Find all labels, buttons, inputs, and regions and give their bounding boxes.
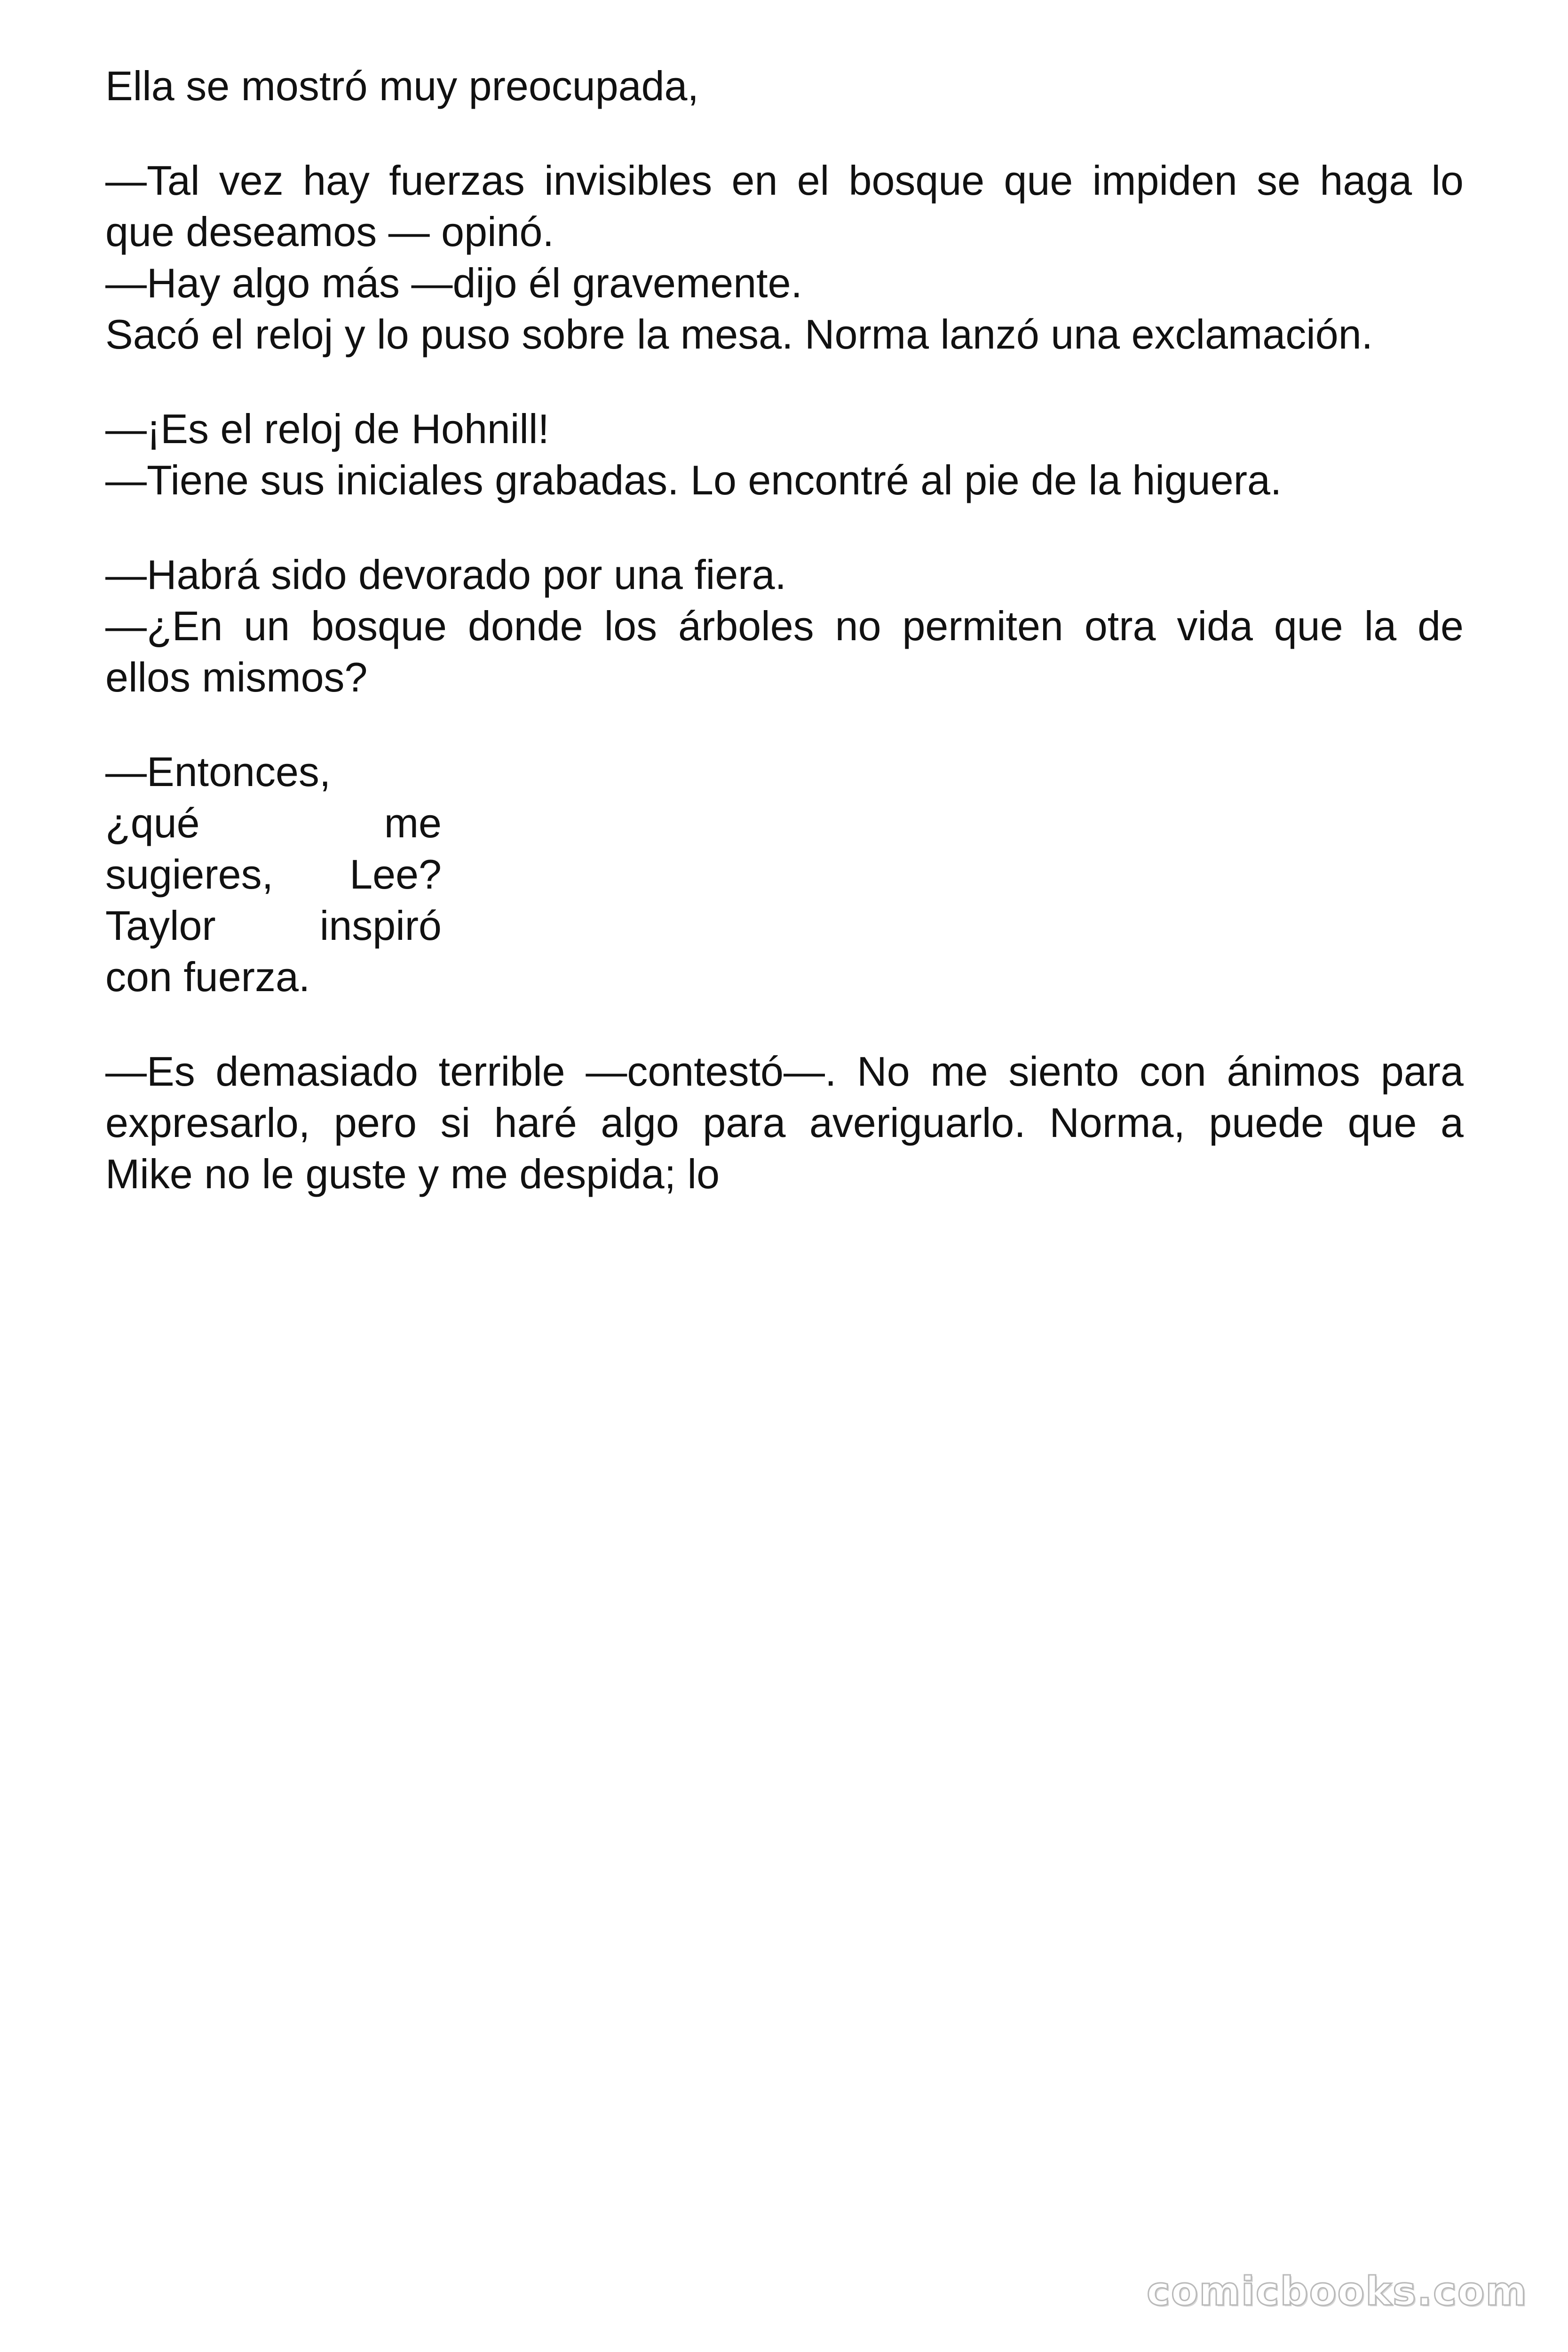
text-line: —Entonces, bbox=[105, 748, 331, 795]
text-line: ¿qué me bbox=[105, 800, 442, 846]
text-line: sugieres, Lee? bbox=[105, 851, 442, 898]
paragraph bbox=[105, 1046, 1464, 1200]
paragraph bbox=[105, 403, 1464, 506]
text-line: Sacó el reloj y lo puso sobre la mesa. Norma lanzó una exclamación. bbox=[105, 311, 1373, 358]
text-line: —Habrá sido devorado por una fiera. bbox=[105, 551, 786, 598]
text-line: Ella se mostró muy preocupada, bbox=[105, 63, 699, 109]
text-line: ellos mismos? bbox=[105, 654, 368, 700]
text-line: con fuerza. bbox=[105, 954, 310, 1000]
text-line: que deseamos — opinó. bbox=[105, 208, 554, 255]
paragraph bbox=[105, 60, 1464, 111]
text-line: —Tal vez hay fuerzas invisibles en el bosque que impiden se haga lo bbox=[105, 157, 1464, 204]
text-line: expresarlo, pero si haré algo para averiguarlo. Norma, puede que a bbox=[105, 1099, 1464, 1146]
text-line: —¡Es el reloj de Hohnill! bbox=[105, 405, 549, 452]
body-text bbox=[105, 60, 1464, 1243]
text-line: —Hay algo más —dijo él gravemente. bbox=[105, 260, 802, 306]
paragraph bbox=[105, 155, 1464, 360]
text-line: —Es demasiado terrible —contestó—. No me siento con ánimos para bbox=[105, 1048, 1464, 1095]
text-line: Mike no le guste y me despida; lo bbox=[105, 1151, 720, 1197]
text-line: —Tiene sus iniciales grabadas. Lo encontré al pie de la higuera. bbox=[105, 457, 1282, 503]
watermark: comicbooks.com bbox=[1147, 2268, 1528, 2314]
text-line: —¿En un bosque donde los árboles no permiten otra vida que la de bbox=[105, 603, 1464, 649]
text-line: Taylor inspiró bbox=[105, 902, 442, 949]
paragraph bbox=[105, 549, 1464, 703]
paragraph bbox=[105, 746, 442, 1002]
